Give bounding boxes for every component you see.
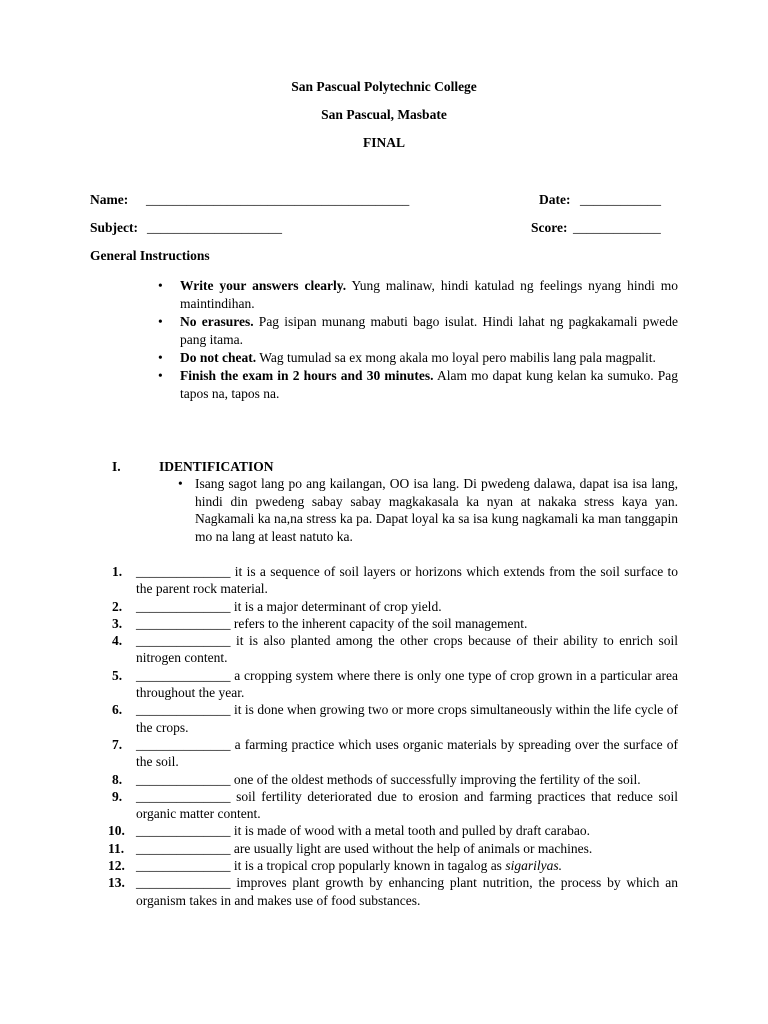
subject-label: Subject: bbox=[90, 220, 138, 235]
instruction-item: • No erasures. Pag isipan munang mabuti bago isulat. Hindi lahat ng pagkakamali pwede pang itama. bbox=[152, 313, 678, 349]
score-label: Score: bbox=[531, 220, 568, 235]
answer-blank: ______________ bbox=[136, 736, 231, 752]
instruction-item: • Finish the exam in 2 hours and 30 minutes. Alam mo dapat kung kelan ka sumuko. Pag tapos na, tapos na. bbox=[152, 367, 678, 403]
answer-blank: ______________ bbox=[136, 823, 231, 839]
exam-title: FINAL bbox=[362, 135, 405, 150]
question-item: 7. ______________ a farming practice which uses organic materials by spreading over the surface of the soil. bbox=[112, 736, 678, 770]
college-name: San Pascual Polytechnic College bbox=[291, 79, 477, 94]
identification-instruction-text: • Isang sagot lang po ang kailangan, OO isa lang. Di pwedeng dalawa, dapat isa isa lang, hindi din pwedeng sabay sabay magkakasala ka nyan at nakaka stress kaya yan. Nagkamali ka na,na stress ka pa. Dapat loyal ka sa isa kung nagkamali ka man tanggapin mo na lang at least natuto ka. bbox=[178, 475, 678, 545]
instruction-item: • Do not cheat. Wag tumulad sa ex mong akala mo loyal pero mabilis lang pala magpalit. bbox=[152, 349, 678, 367]
answer-blank: ______________ bbox=[136, 875, 231, 891]
college-location: San Pascual, Masbate bbox=[321, 107, 447, 122]
general-instructions-heading: General Instructions bbox=[90, 248, 210, 263]
question-item: 2. ______________ it is a major determinant of crop yield. bbox=[112, 598, 442, 614]
instructions-list bbox=[152, 277, 678, 403]
question-list bbox=[90, 563, 678, 909]
name-blank: _______________________________________ bbox=[146, 192, 410, 207]
answer-blank: ______________ bbox=[136, 771, 231, 787]
answer-blank: ______________ bbox=[136, 840, 231, 856]
answer-blank: ______________ bbox=[136, 564, 231, 579]
question-item: 1. ______________ it is a sequence of soil layers or horizons which extends from the soil surface to the parent rock material. bbox=[112, 564, 678, 597]
answer-blank: ______________ bbox=[136, 858, 231, 874]
answer-blank: ______________ bbox=[136, 633, 231, 649]
answer-blank: ______________ bbox=[136, 702, 231, 718]
question-item: 10. ______________ it is made of wood with a metal tooth and pulled by draft carabao. bbox=[108, 823, 591, 839]
answer-blank: ______________ bbox=[136, 598, 231, 614]
question-item: 9. ______________ soil fertility deteriorated due to erosion and farming practices that reduce soil organic matter content. bbox=[112, 788, 678, 822]
date-blank: ____________ bbox=[580, 192, 661, 207]
question-item: 5. ______________ a cropping system where there is only one type of crop grown in a particular area throughout the year. bbox=[112, 667, 678, 701]
score-blank: _____________ bbox=[573, 220, 661, 235]
answer-blank: ______________ bbox=[136, 788, 231, 804]
question-item: 8. ______________ one of the oldest methods of successfully improving the fertility of the soil. bbox=[112, 771, 641, 787]
instruction-item: • Write your answers clearly. Yung malinaw, hindi katulad ng feelings nyang hindi mo maintindihan. bbox=[152, 277, 678, 313]
question-item: 6. ______________ it is done when growing two or more crops simultaneously within the life cycle of the crops. bbox=[112, 702, 678, 735]
section-number: I. bbox=[112, 459, 121, 474]
question-item: 13. ______________ improves plant growth by enhancing plant nutrition, the process by which an organism takes in and makes use of food substances. bbox=[108, 875, 678, 908]
answer-blank: ______________ bbox=[136, 667, 231, 683]
question-item: 12. ______________ it is a tropical crop popularly known in tagalog as sigarilyas. bbox=[108, 858, 562, 874]
answer-blank: ______________ bbox=[136, 615, 231, 631]
section-title: IDENTIFICATION bbox=[159, 459, 274, 474]
identification-instruction bbox=[178, 475, 678, 545]
name-label: Name: bbox=[90, 192, 129, 207]
subject-blank: ____________________ bbox=[147, 220, 282, 235]
question-item: 4. ______________ it is also planted among the other crops because of their ability to enrich soil nitrogen content. bbox=[112, 633, 678, 666]
question-item: 11. ______________ are usually light are used without the help of animals or machines. bbox=[108, 840, 593, 856]
date-label: Date: bbox=[539, 192, 571, 207]
question-item: 3. ______________ refers to the inherent capacity of the soil management. bbox=[112, 615, 528, 631]
